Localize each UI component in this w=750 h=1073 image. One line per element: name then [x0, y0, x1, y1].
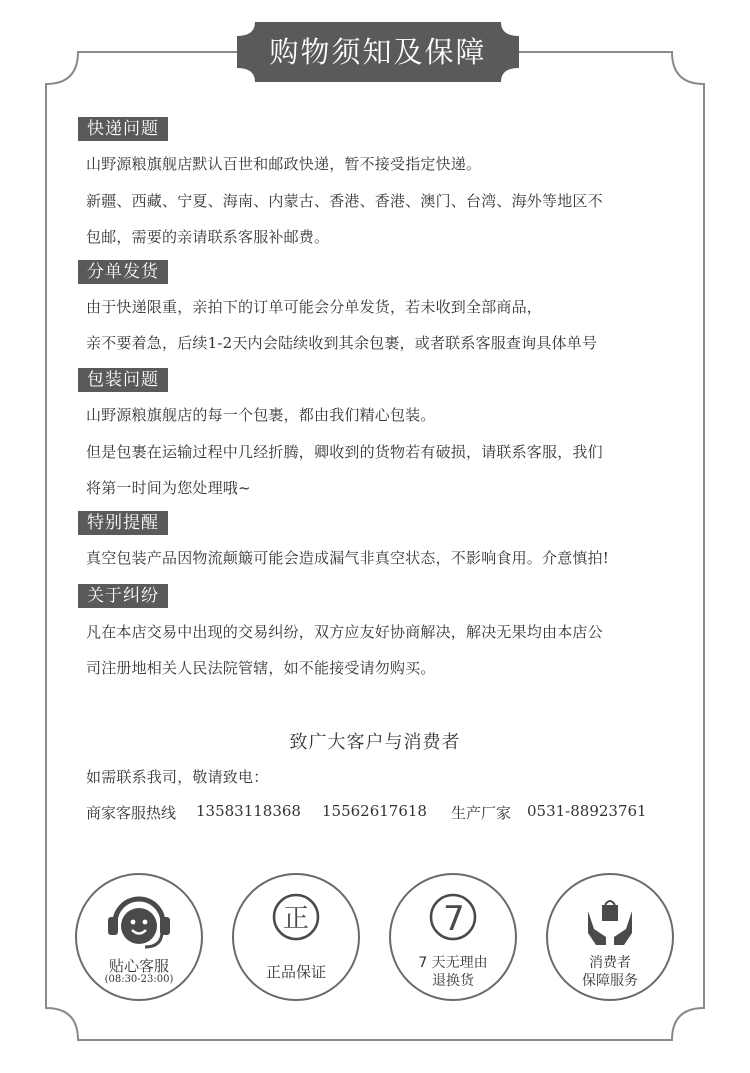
hotline-phone-2: 15562617618	[322, 802, 427, 820]
badge-label: 7 天无理由	[418, 955, 488, 971]
factory-phone: 0531-88923761	[527, 802, 647, 820]
text-line: 将第一时间为您处理哦~	[86, 479, 251, 497]
seven-glyph: 7	[443, 899, 465, 939]
contact-intro: 如需联系我司，敬请致电：	[86, 768, 269, 786]
badge-sublabel: 退换货	[432, 973, 474, 989]
badge-label: 消费者	[589, 955, 631, 971]
text-line: 亲不要着急，后续1-2天内会陆续收到其余包裹，或者联系客服查询具体单号	[86, 334, 598, 352]
text-line: 山野源粮旗舰店默认百世和邮政快递，暂不接受指定快递。	[86, 155, 482, 173]
text-line: 司注册地相关人民法院管辖，如不能接受请勿购买。	[86, 659, 436, 677]
badge-sublabel: (08:30-23:00)	[104, 974, 174, 985]
section-tag-split-shipment: 分单发货	[78, 260, 168, 284]
factory-label: 生产厂家	[451, 804, 512, 822]
title-banner	[237, 22, 519, 82]
contact-heading: 致广大客户与消费者	[289, 732, 461, 753]
badge-7-day-return	[389, 873, 517, 1001]
badge-label: 正品保证	[265, 963, 326, 981]
text-line: 凡在本店交易中出现的交易纠纷，双方应友好协商解决，解决无果均由本店公	[86, 623, 603, 641]
hotline-phone-1: 13583118368	[196, 802, 301, 820]
zheng-glyph: 正	[282, 904, 310, 934]
section-tag-disputes: 关于纠纷	[78, 584, 168, 608]
text-line: 包邮，需要的亲请联系客服补邮费。	[86, 228, 330, 246]
text-line: 由于快递限重，亲拍下的订单可能会分单发货，若未收到全部商品，	[86, 298, 543, 316]
text-line: 新疆、西藏、宁夏、海南、内蒙古、香港、香港、澳门、台湾、海外等地区不	[86, 192, 603, 210]
text-line: 真空包装产品因物流颠簸可能会造成漏气非真空状态，不影响食用。介意慎拍!	[86, 549, 610, 567]
badge-consumer-protection	[546, 873, 674, 1001]
text-line: 山野源粮旗舰店的每一个包裹，都由我们精心包装。	[86, 406, 436, 424]
zheng-seal-icon	[234, 875, 362, 1003]
text-line: 但是包裹在运输过程中几经折腾，卿收到的货物若有破损，请联系客服，我们	[86, 443, 603, 461]
page-title: 购物须知及保障	[269, 35, 487, 69]
section-tag-packaging: 包装问题	[78, 368, 168, 392]
badge-customer-service	[75, 873, 203, 1001]
badge-sublabel: 保障服务	[582, 973, 638, 989]
section-tag-shipping: 快递问题	[78, 117, 168, 141]
badge-label: 贴心客服	[108, 957, 169, 975]
badge-genuine-guarantee	[232, 873, 360, 1001]
section-tag-special-reminder: 特别提醒	[78, 511, 168, 535]
hotline-label: 商家客服热线	[86, 804, 177, 822]
